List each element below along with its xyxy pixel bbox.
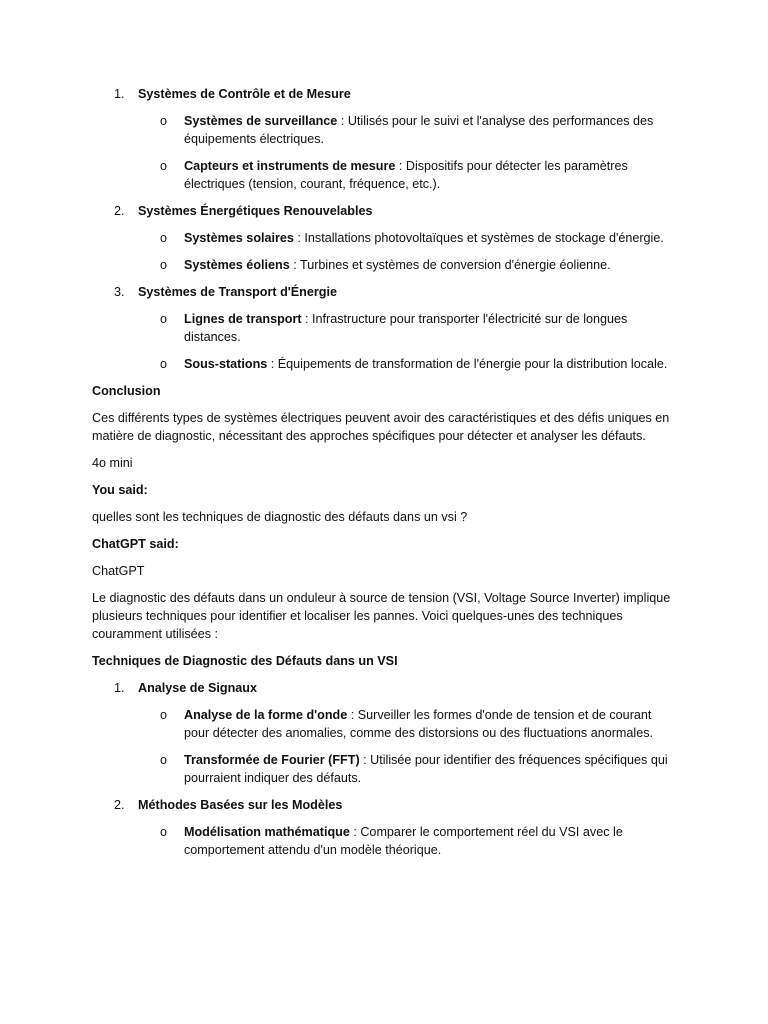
sub-list-item (138, 157, 676, 193)
list-number: 2. (114, 204, 125, 218)
sub-list-item (138, 823, 676, 859)
list-number: 1. (114, 87, 125, 101)
sub-list-item (138, 355, 676, 373)
term: Systèmes éoliens (184, 258, 290, 272)
list-item (92, 85, 676, 193)
bullet-icon: o (160, 312, 168, 326)
list-item-title: Systèmes Énergétiques Renouvelables (138, 204, 373, 218)
description: : Équipements de transformation de l'énergie pour la distribution locale. (267, 357, 668, 371)
term: Systèmes solaires (184, 231, 294, 245)
sub-list (138, 229, 676, 274)
term: Analyse de la forme d'onde (184, 708, 348, 722)
list-item (92, 796, 676, 859)
sub-list-item (138, 256, 676, 274)
description: : Turbines et systèmes de conversion d'énergie éolienne. (289, 258, 611, 272)
intro-text: Le diagnostic des défauts dans un onduleur à source de tension (VSI, Voltage Source Inverter) implique plusieurs techniques pour identifier et localiser les pannes. Voici quelques-unes des techniques couramment utilisées : (92, 591, 671, 641)
bullet-icon: o (160, 357, 168, 371)
list-number: 1. (114, 681, 125, 695)
bullet-icon: o (160, 708, 168, 722)
sub-list-item (138, 229, 676, 247)
sub-list (138, 112, 676, 193)
bullet-icon: o (160, 825, 168, 839)
list-item (92, 283, 676, 373)
list-item (92, 679, 676, 787)
conclusion-text: Ces différents types de systèmes électriques peuvent avoir des caractéristiques et des défis uniques en matière de diagnostic, nécessitant des approches spécifiques pour détecter et analyser les défauts. (92, 411, 670, 443)
bullet-icon: o (160, 114, 168, 128)
description: : Surveiller les formes d'onde de tension et de courant pour détecter des anomalies, comme des distorsions ou des fluctuations anormales. (184, 708, 654, 740)
sub-list-item (138, 751, 676, 787)
techniques-heading: Techniques de Diagnostic des Défauts dans un VSI (92, 654, 398, 668)
term: Systèmes de surveillance (184, 114, 338, 128)
sub-list-item (138, 112, 676, 148)
chatgpt-label: ChatGPT (92, 564, 145, 578)
bullet-icon: o (160, 231, 168, 245)
sub-list (138, 310, 676, 373)
term: Modélisation mathématique (184, 825, 350, 839)
term: Capteurs et instruments de mesure (184, 159, 396, 173)
description: : Utilisée pour identifier des fréquences spécifiques qui pourraient indiquer des défauts. (184, 753, 668, 785)
user-question: quelles sont les techniques de diagnostic des défauts dans un vsi ? (92, 510, 468, 524)
description: : Dispositifs pour détecter les paramètres électriques (tension, courant, fréquence, etc.). (184, 159, 628, 191)
description: : Utilisés pour le suivi et l'analyse des performances des équipements électriques. (184, 114, 654, 146)
chatgpt-said-label: ChatGPT said: (92, 537, 179, 551)
description: : Comparer le comportement réel du VSI avec le comportement attendu d'un modèle théorique. (184, 825, 623, 857)
techniques-list (92, 679, 676, 859)
term: Sous-stations (184, 357, 268, 371)
list-item-title: Systèmes de Contrôle et de Mesure (138, 87, 351, 101)
list-item-title: Systèmes de Transport d'Énergie (138, 285, 337, 299)
sub-list-item (138, 706, 676, 742)
sub-list (138, 823, 676, 859)
bullet-icon: o (160, 258, 168, 272)
list-item (92, 202, 676, 274)
list-number: 3. (114, 285, 125, 299)
conclusion-heading: Conclusion (92, 384, 161, 398)
term: Transformée de Fourier (FFT) (184, 753, 360, 767)
sub-list-item (138, 310, 676, 346)
list-number: 2. (114, 798, 125, 812)
bullet-icon: o (160, 753, 168, 767)
system-types-list (92, 85, 676, 373)
model-label: 4o mini (92, 456, 133, 470)
list-item-title: Analyse de Signaux (138, 681, 257, 695)
bullet-icon: o (160, 159, 168, 173)
description: : Installations photovoltaïques et systèmes de stockage d'énergie. (293, 231, 664, 245)
sub-list (138, 706, 676, 787)
term: Lignes de transport (184, 312, 302, 326)
you-said-label: You said: (92, 483, 148, 497)
description: : Infrastructure pour transporter l'électricité sur de longues distances. (184, 312, 628, 344)
list-item-title: Méthodes Basées sur les Modèles (138, 798, 343, 812)
